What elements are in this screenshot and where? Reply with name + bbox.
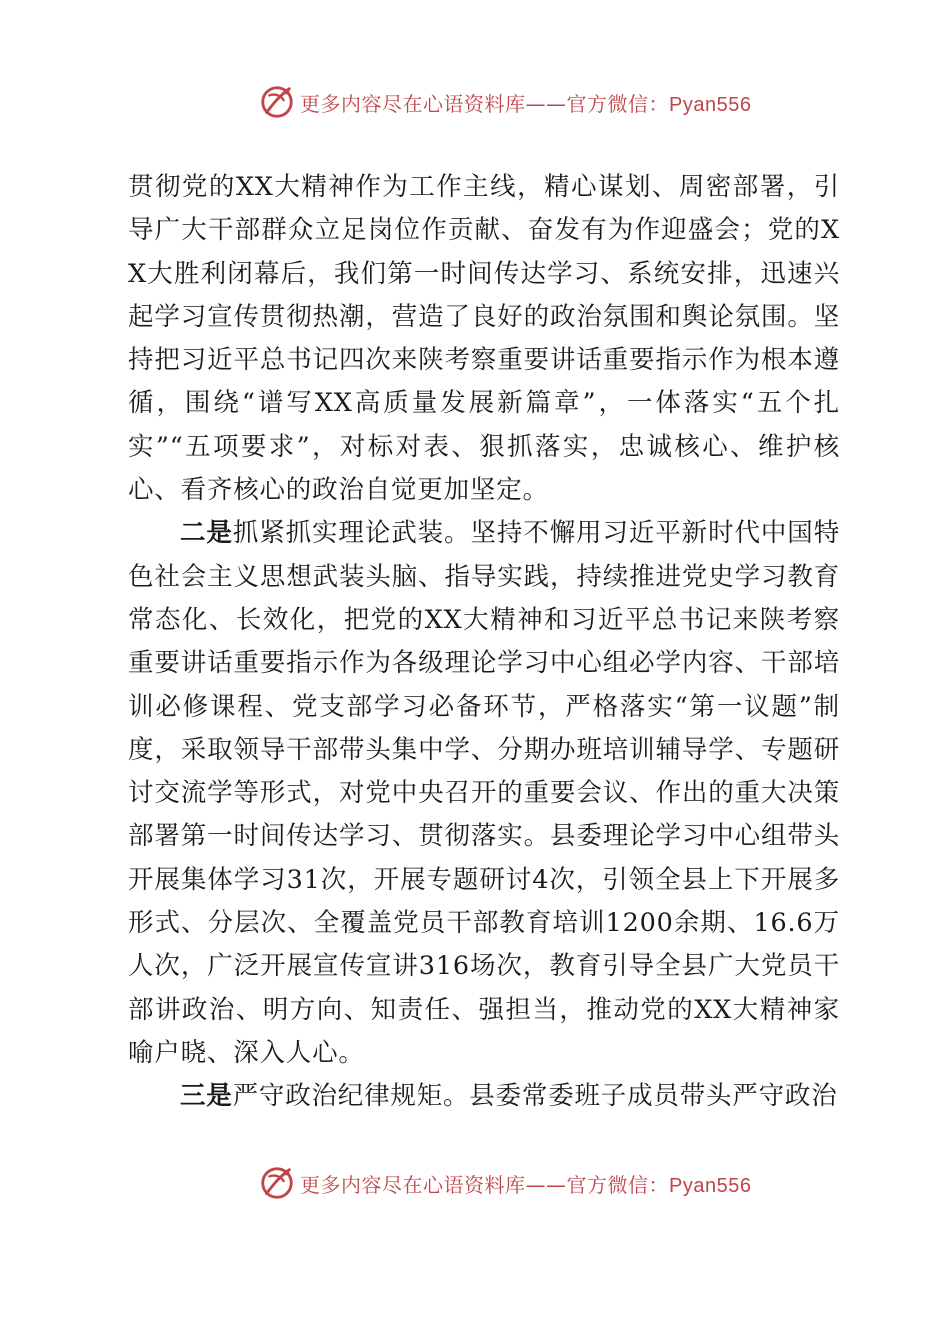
banner-wechat-id: Pyan556 [669, 93, 752, 116]
paragraph-2-lead: 二是 [180, 518, 233, 549]
paragraph-2-text: 抓紧抓实理论武装。坚持不懈用习近平新时代中国特色社会主义思想武装头脑、指导实践，持续推进党史学习教育常态化、长效化，把党的XX大精神和习近平总书记来陕考察重要讲话重要指示作为各级理论学习中心组必学内容、干部培训必修课程、党支部学习必备环节，严格落实“第一议题”制度，采取领导干部带头集中学、分期办班培训辅导学、专题研讨交流学等形式，对党中央召开的重要会议、作出的重大决策部署第一时间传达学习、贯彻落实。县委理论学习中心组带头开展集体学习31次，开展专题研讨4次，引领全县上下开展多形式、分层次、全覆盖党员干部教育培训1200余期、16.6万人次，广泛开展宣传宣讲316场次，教育引导全县广大党员干部讲政治、明方向、知责任、强担当，推动党的XX大精神家喻户晓、深入人心。 [128, 518, 840, 1068]
banner-wechat-label: 官方微信： [566, 91, 669, 116]
paragraph-3-text: 严守政治纪律规矩。县委常委班子成员带头严守政治 [232, 1081, 838, 1112]
banner-main-text: 更多内容尽在心语资料库 [300, 91, 526, 116]
header-watermark-banner [258, 82, 778, 122]
brand-logo-icon [258, 83, 296, 121]
paragraph-3 [128, 1075, 840, 1118]
banner-separator: —— [525, 91, 567, 116]
paragraph-2 [128, 512, 840, 1075]
paragraph-3-lead: 三是 [180, 1081, 233, 1112]
banner-text [300, 1169, 751, 1198]
banner-wechat-id: Pyan556 [669, 1174, 752, 1197]
document-body [128, 166, 840, 1119]
paragraph-1 [128, 166, 840, 512]
brand-logo-icon [258, 1164, 296, 1202]
banner-wechat-label: 官方微信： [566, 1172, 669, 1197]
paragraph-1-text: 贯彻党的XX大精神作为工作主线，精心谋划、周密部署，引导广大干部群众立足岗位作贡献、奋发有为作迎盛会；党的XX大胜利闭幕后，我们第一时间传达学习、系统安排，迅速兴起学习宣传贯彻热潮，营造了良好的政治氛围和舆论氛围。坚持把习近平总书记四次来陕考察重要讲话重要指示作为根本遵循，围绕“谱写XX高质量发展新篇章”，一体落实“五个扎实”“五项要求”，对标对表、狠抓落实，忠诚核心、维护核心、看齐核心的政治自觉更加坚定。 [128, 172, 840, 506]
banner-main-text: 更多内容尽在心语资料库 [300, 1172, 526, 1197]
footer-watermark-banner [258, 1163, 778, 1203]
banner-text [300, 88, 751, 117]
banner-separator: —— [525, 1172, 567, 1197]
